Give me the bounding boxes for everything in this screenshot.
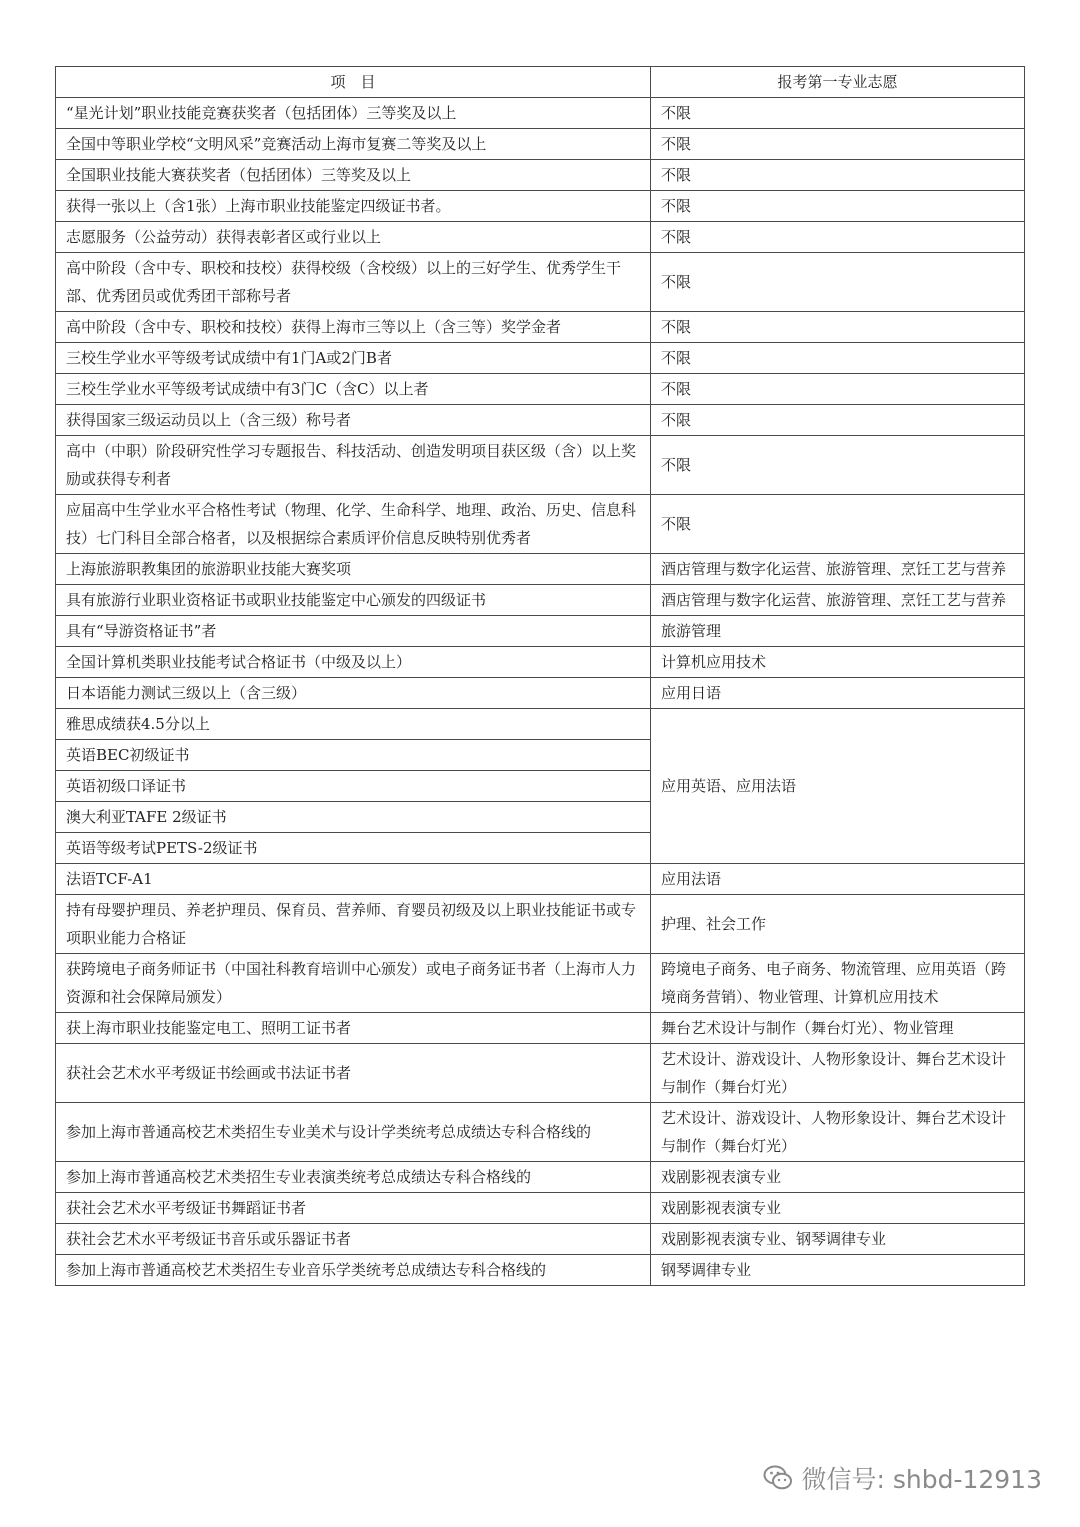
major-cell: 护理、社会工作 [651,895,1025,954]
item-cell: 获社会艺术水平考级证书绘画或书法证书者 [56,1044,651,1103]
major-cell: 不限 [651,374,1025,405]
major-cell: 不限 [651,160,1025,191]
table-row [56,191,1025,222]
major-cell: 戏剧影视表演专业 [651,1193,1025,1224]
table-row [56,1044,1025,1103]
major-cell: 舞台艺术设计与制作（舞台灯光）、物业管理 [651,1013,1025,1044]
table-row [56,1193,1025,1224]
major-cell: 不限 [651,129,1025,160]
major-cell: 应用法语 [651,864,1025,895]
major-cell: 不限 [651,312,1025,343]
major-cell: 酒店管理与数字化运营、旅游管理、烹饪工艺与营养 [651,554,1025,585]
item-cell: 参加上海市普通高校艺术类招生专业音乐学类统考总成绩达专科合格线的 [56,1255,651,1286]
table-header-row [56,67,1025,98]
major-cell: 戏剧影视表演专业、钢琴调律专业 [651,1224,1025,1255]
major-cell: 旅游管理 [651,616,1025,647]
eligibility-table [55,66,1025,1286]
watermark [763,1458,1042,1498]
major-cell: 不限 [651,222,1025,253]
major-cell: 艺术设计、游戏设计、人物形象设计、舞台艺术设计与制作（舞台灯光） [651,1044,1025,1103]
item-cell: 英语BEC初级证书 [56,740,651,771]
major-cell: 不限 [651,191,1025,222]
table-row [56,312,1025,343]
item-cell: 获上海市职业技能鉴定电工、照明工证书者 [56,1013,651,1044]
major-cell: 计算机应用技术 [651,647,1025,678]
item-cell: 全国中等职业学校“文明风采”竞赛活动上海市复赛二等奖及以上 [56,129,651,160]
item-cell: 全国计算机类职业技能考试合格证书（中级及以上） [56,647,651,678]
item-cell: 志愿服务（公益劳动）获得表彰者区或行业以上 [56,222,651,253]
table-row [56,1162,1025,1193]
major-cell: 酒店管理与数字化运营、旅游管理、烹饪工艺与营养 [651,585,1025,616]
table-row [56,405,1025,436]
item-cell: 日本语能力测试三级以上（含三级） [56,678,651,709]
major-cell: 不限 [651,98,1025,129]
header-major: 报考第一专业志愿 [651,67,1025,98]
table-row [56,1103,1025,1162]
major-cell: 不限 [651,405,1025,436]
item-cell: 应届高中生学业水平合格性考试（物理、化学、生命科学、地理、政治、历史、信息科技）七门科目全部合格者，以及根据综合素质评价信息反映特别优秀者 [56,495,651,554]
major-cell: 应用日语 [651,678,1025,709]
table-row [56,1013,1025,1044]
table-row [56,616,1025,647]
item-cell: 高中阶段（含中专、职校和技校）获得校级（含校级）以上的三好学生、优秀学生干部、优秀团员或优秀团干部称号者 [56,253,651,312]
major-cell: 戏剧影视表演专业 [651,1162,1025,1193]
item-cell: 具有旅游行业职业资格证书或职业技能鉴定中心颁发的四级证书 [56,585,651,616]
table-row [56,160,1025,191]
item-cell: 澳大利亚TAFE 2级证书 [56,802,651,833]
item-cell: 高中（中职）阶段研究性学习专题报告、科技活动、创造发明项目获区级（含）以上奖励或获得专利者 [56,436,651,495]
table-row [56,129,1025,160]
table-row [56,253,1025,312]
table-row [56,647,1025,678]
major-cell: 不限 [651,436,1025,495]
item-cell: 法语TCF-A1 [56,864,651,895]
item-cell: 英语等级考试PETS-2级证书 [56,833,651,864]
item-cell: 英语初级口译证书 [56,771,651,802]
table-row [56,1255,1025,1286]
item-cell: 获社会艺术水平考级证书舞蹈证书者 [56,1193,651,1224]
major-cell: 不限 [651,495,1025,554]
item-cell: 获跨境电子商务师证书（中国社科教育培训中心颁发）或电子商务证书者（上海市人力资源和社会保障局颁发） [56,954,651,1013]
header-item: 项 目 [56,67,651,98]
table-row [56,1224,1025,1255]
item-cell: 三校生学业水平等级考试成绩中有1门A或2门B者 [56,343,651,374]
major-cell: 钢琴调律专业 [651,1255,1025,1286]
table-row [56,495,1025,554]
item-cell: 获社会艺术水平考级证书音乐或乐器证书者 [56,1224,651,1255]
major-cell: 应用英语、应用法语 [651,709,1025,864]
item-cell: 三校生学业水平等级考试成绩中有3门C（含C）以上者 [56,374,651,405]
item-cell: 全国职业技能大赛获奖者（包括团体）三等奖及以上 [56,160,651,191]
major-cell: 艺术设计、游戏设计、人物形象设计、舞台艺术设计与制作（舞台灯光） [651,1103,1025,1162]
table-row [56,343,1025,374]
table-row [56,864,1025,895]
table-row [56,374,1025,405]
item-cell: 雅思成绩获4.5分以上 [56,709,651,740]
item-cell: 具有“导游资格证书”者 [56,616,651,647]
major-cell: 不限 [651,343,1025,374]
table-row [56,678,1025,709]
table-row [56,554,1025,585]
major-cell: 不限 [651,253,1025,312]
major-cell: 跨境电子商务、电子商务、物流管理、应用英语（跨境商务营销）、物业管理、计算机应用技术 [651,954,1025,1013]
table-row [56,222,1025,253]
table-row [56,436,1025,495]
table-row [56,98,1025,129]
item-cell: “星光计划”职业技能竞赛获奖者（包括团体）三等奖及以上 [56,98,651,129]
item-cell: 上海旅游职教集团的旅游职业技能大赛奖项 [56,554,651,585]
table-row [56,709,1025,740]
item-cell: 获得国家三级运动员以上（含三级）称号者 [56,405,651,436]
table-row [56,954,1025,1013]
item-cell: 参加上海市普通高校艺术类招生专业美术与设计学类统考总成绩达专科合格线的 [56,1103,651,1162]
item-cell: 参加上海市普通高校艺术类招生专业表演类统考总成绩达专科合格线的 [56,1162,651,1193]
item-cell: 高中阶段（含中专、职校和技校）获得上海市三等以上（含三等）奖学金者 [56,312,651,343]
table-row [56,895,1025,954]
table-row [56,585,1025,616]
wechat-icon [763,1464,793,1492]
item-cell: 获得一张以上（含1张）上海市职业技能鉴定四级证书者。 [56,191,651,222]
item-cell: 持有母婴护理员、养老护理员、保育员、营养师、育婴员初级及以上职业技能证书或专项职业能力合格证 [56,895,651,954]
watermark-text: 微信号: shbd-12913 [801,1465,1042,1494]
